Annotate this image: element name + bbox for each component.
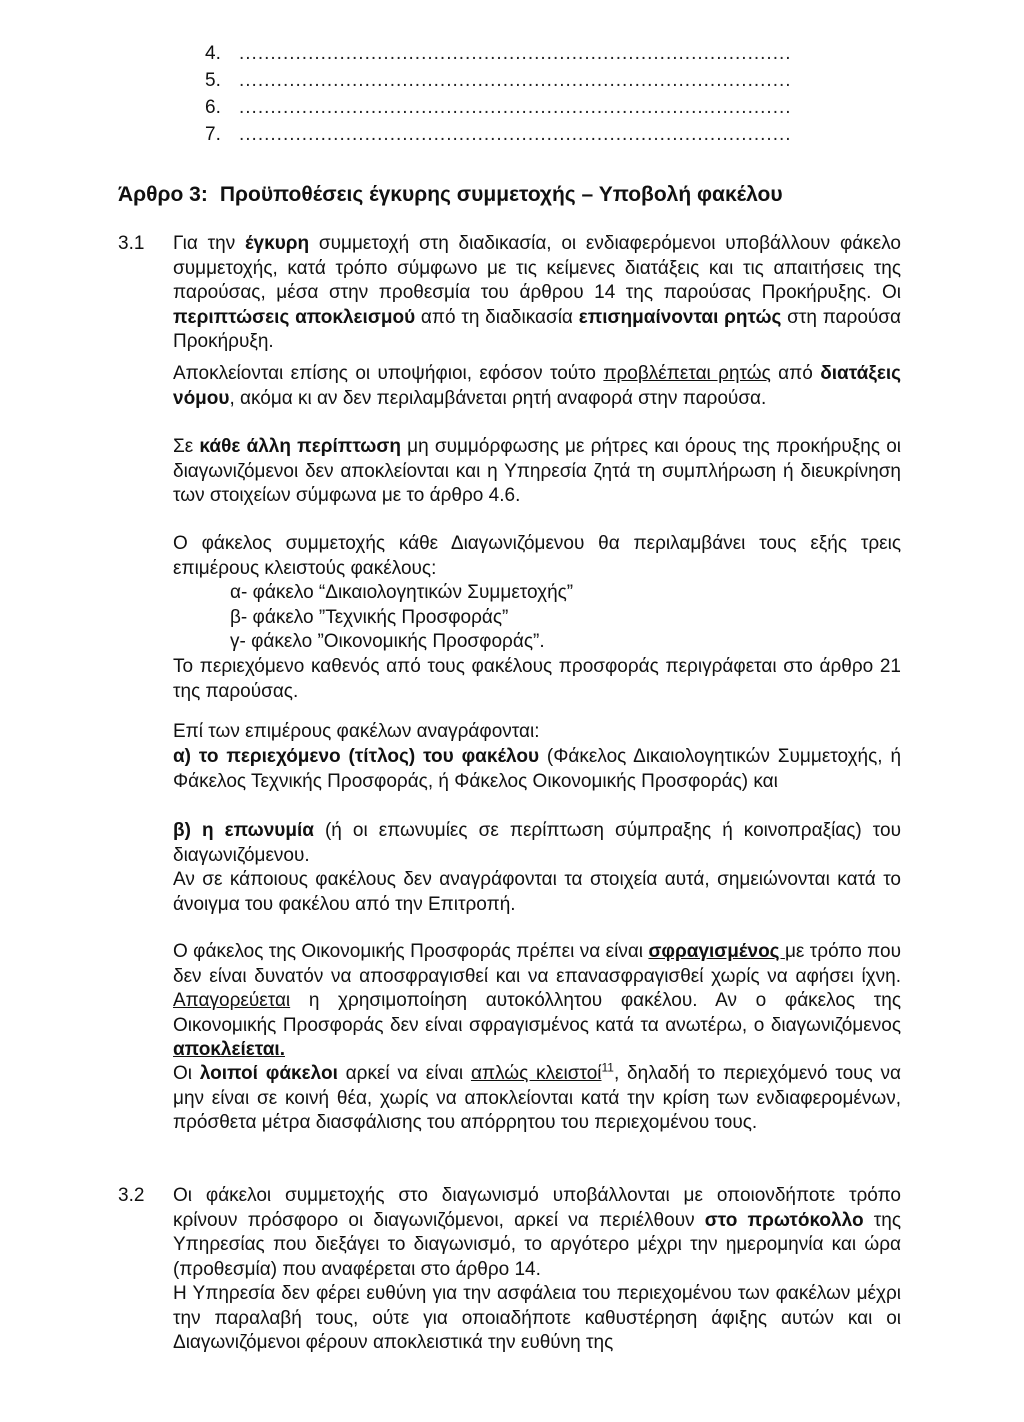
paragraph: Οι λοιποί φάκελοι αρκεί να είναι απλώς κλειστοί$^{11}$, δηλαδή το περιεχόμενό τους να μην είναι σε κοινή θέα, χωρίς να αποκλείονται κατά την κρίση των ενδιαφερομένων, πρόσθετα μέτρα διασφάλισης του απόρρητου του περιεχομένου τους.	[173, 1060, 901, 1133]
article-label: Άρθρο 3:	[118, 183, 208, 206]
paragraph: Αν σε κάποιους φακέλους δεν αναγράφονται τα στοιχεία αυτά, σημειώνονται κατά το άνοιγμα του φακέλου από την Επιτροπή.	[173, 869, 901, 915]
section-number: 3.1	[118, 233, 145, 254]
paragraph: Ο φάκελος της Οικονομικής Προσφοράς πρέπει να είναι σφραγισμένος με τρόπο που δεν είναι δυνατόν να αποσφραγισθεί και να επανασφραγισθεί χωρίς να αφήσει ίχνη. Απαγορεύεται η χρησιμοποίηση αυτοκόλλητου φακέλου. Αν ο φάκελος της Οικονομικής Προσφοράς δεν είναι σφραγισμένος κατά τα ανωτέρω, ο διαγωνιζόμενος αποκλείεται.	[173, 941, 901, 1060]
paragraph: Σε κάθε άλλη περίπτωση μη συμμόρφωσης με ρήτρες και όρους της προκήρυξης οι διαγωνιζόμενοι δεν αποκλείονται και η Υπηρεσία ζητά τη συμπλήρωση ή διευκρίνηση των στοιχείων σύμφωνα με το άρθρο 4.6.	[173, 436, 901, 506]
paragraph: β) η επωνυμία (ή οι επωνυμίες σε περίπτωση σύμπραξης ή κοινοπραξίας) του διαγωνιζόμενου.	[173, 820, 901, 866]
paragraph: Επί των επιμέρους φακέλων αναγράφονται:	[173, 721, 540, 742]
article-heading	[118, 183, 783, 207]
list-item: β- φάκελο ”Τεχνικής Προσφοράς”	[230, 606, 509, 628]
article-title: Προϋποθέσεις έγκυρης συμμετοχής – Υποβολή φακέλου	[219, 183, 783, 206]
envelope-list	[230, 581, 573, 655]
numbered-dotted-line: 7. ........................................................................................	[205, 124, 792, 145]
numbered-dotted-line: 4. ........................................................................................	[205, 43, 792, 64]
list-item: α- φάκελο “Δικαιολογητικών Συμμετοχής”	[230, 582, 574, 603]
numbered-dotted-line: 5. ........................................................................................	[205, 70, 792, 91]
paragraph: Η Υπηρεσία δεν φέρει ευθύνη για την ασφάλεια του περιεχομένου των φακέλων μέχρι την παραλαβή τους, ούτε για οποιαδήποτε καθυστέρηση άφιξης αυτών και οι Διαγωνιζόμενοι φέρουν αποκλειστικά την ευθύνη της	[173, 1283, 901, 1353]
numbered-dotted-line: 6. ........................................................................................	[205, 97, 792, 118]
paragraph: Για την έγκυρη συμμετοχή στη διαδικασία, οι ενδιαφερόμενοι υποβάλλουν φάκελο συμμετοχής, κατά τρόπο σύμφωνο με τις κείμενες διατάξεις και τις απαιτήσεις της παρούσας, μέσα στην προθεσμία του άρθρου 14 της παρούσας Προκήρυξης. Οι περιπτώσεις αποκλεισμού από τη διαδικασία επισημαίνονται ρητώς στη παρούσα Προκήρυξη.	[173, 233, 901, 352]
paragraph: Οι φάκελοι συμμετοχής στο διαγωνισμό υποβάλλονται με οποιονδήποτε τρόπο κρίνουν πρόσφορο οι διαγωνιζόμενοι, αρκεί να περιέλθουν στο πρωτόκολλο της Υπηρεσίας που διεξάγει το διαγωνισμό, το αργότερο μέχρι την ημερομηνία και ώρα (προθεσμία) που αναφέρεται στο άρθρο 14.	[173, 1185, 902, 1280]
footnote-marker: 11	[601, 1060, 614, 1075]
paragraph: Αποκλείονται επίσης οι υποψήφιοι, εφόσον τούτο προβλέπεται ρητώς από διατάξεις νόμου, ακόμα κι αν δεν περιλαμβάνεται ρητή αναφορά στην παρούσα.	[173, 363, 901, 409]
list-item: γ- φάκελο ”Οικονομικής Προσφοράς”.	[230, 631, 545, 652]
paragraph: α) το περιεχόμενο (τίτλος) του φακέλου (Φάκελος Δικαιολογητικών Συμμετοχής, ή Φάκελος Τεχνικής Προσφοράς, ή Φάκελος Οικονομικής Προσφοράς) και	[173, 746, 902, 792]
paragraph: Ο φάκελος συμμετοχής κάθε Διαγωνιζόμενου θα περιλαμβάνει τους εξής τρεις επιμέρους κλειστούς φακέλους:	[173, 533, 901, 579]
paragraph: Το περιεχόμενο καθενός από τους φακέλους προσφοράς περιγράφεται στο άρθρο 21 της παρούσας.	[173, 656, 901, 702]
section-number: 3.2	[118, 1185, 145, 1206]
